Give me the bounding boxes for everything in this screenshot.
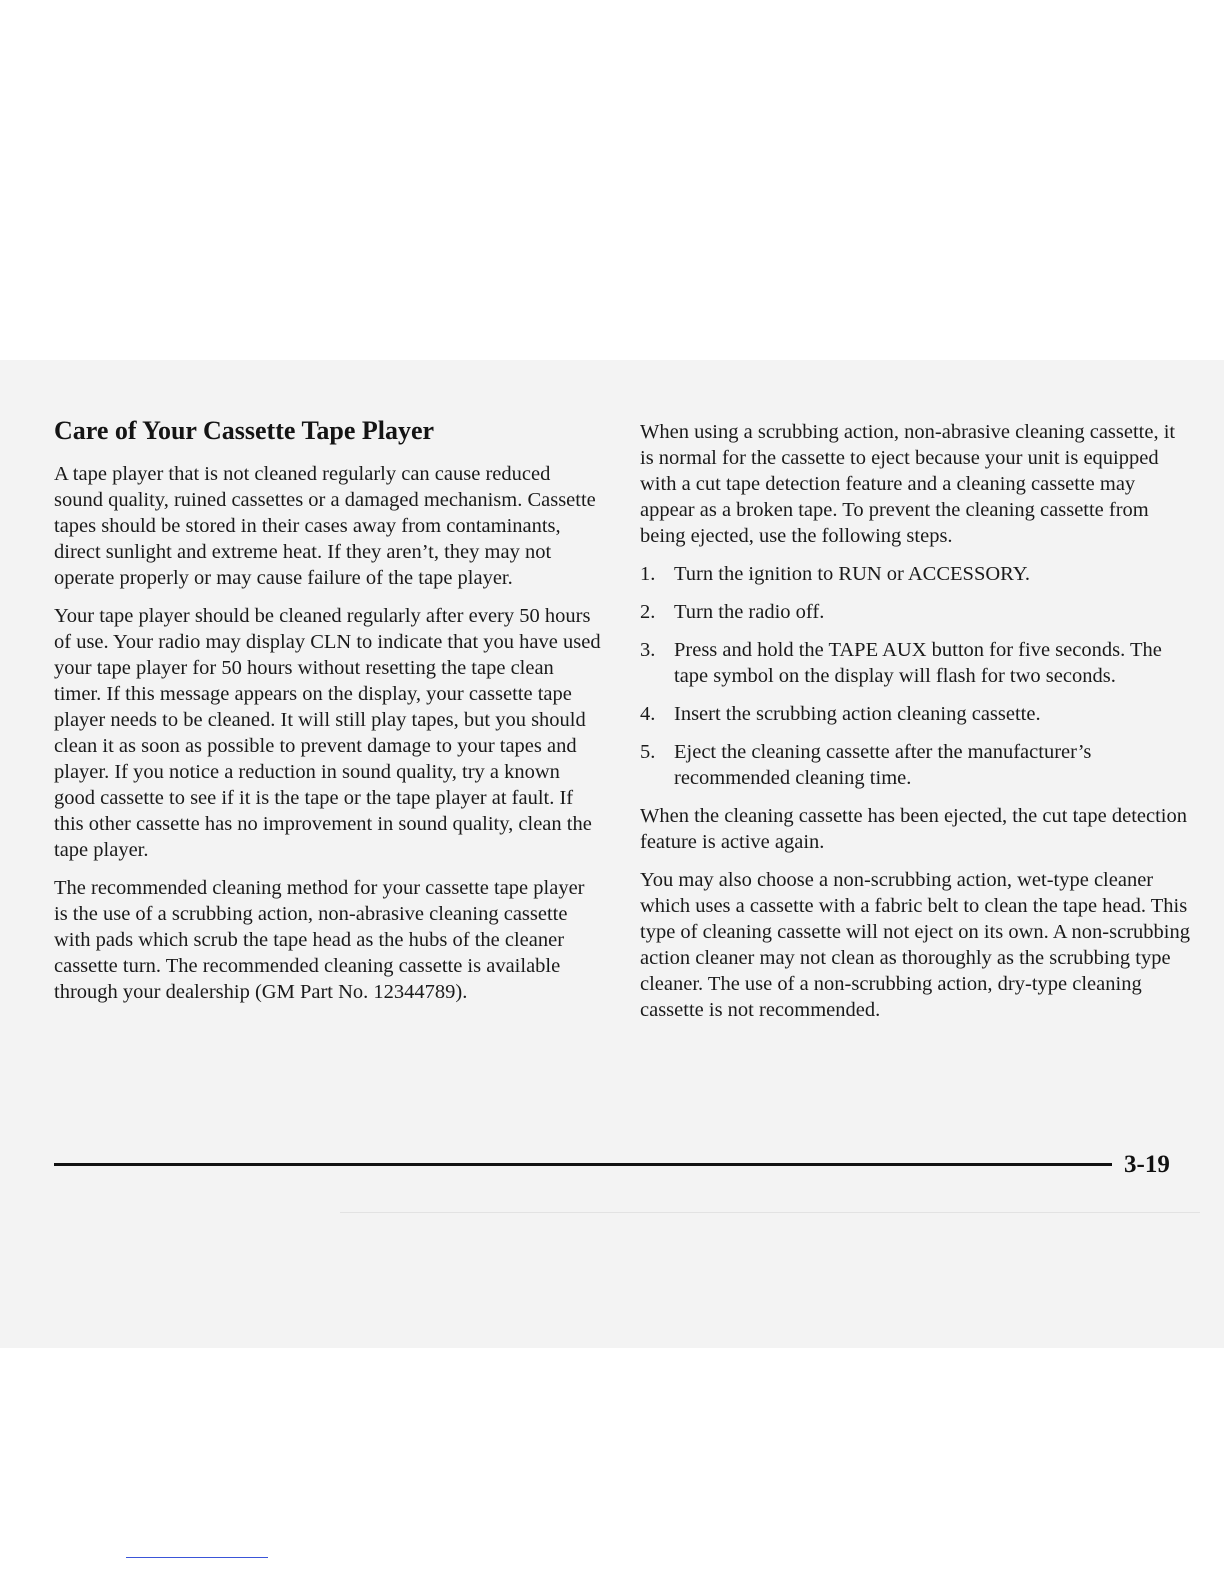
paragraph-non-scrubbing: You may also choose a non-scrubbing action, wet-type cleaner which uses a cassette with a fabric belt to clean the tape head. This type of cleaning cassette will not eject on its own. A non-scrubbing action cleaner may not clean as thoroughly as the scrubbing type cleaner. The use of a non-scrubbing action, dry-type cleaning cassette is not recommended. xyxy=(640,869,1190,1021)
step-number: 3. xyxy=(640,639,656,661)
list-item xyxy=(640,599,1190,625)
list-item xyxy=(640,701,1190,727)
paragraph-scrubbing-intro: When using a scrubbing action, non-abrasive cleaning cassette, it is normal for the cassette to eject because your unit is equipped with a cut tape detection feature and a cleaning cassette may appear as a broken tape. To prevent the cleaning cassette from being ejected, use the following steps. xyxy=(640,421,1176,547)
list-item xyxy=(640,561,1190,587)
footer-rule xyxy=(54,1163,1112,1166)
paragraph-cleaning-importance: A tape player that is not cleaned regularly can cause reduced sound quality, ruined cassettes or a damaged mechanism. Cassette tapes should be stored in their cases away from contaminants, direct sunlight and extreme heat. If they aren’t, they may not operate properly or may cause failure of the tape player. xyxy=(54,463,596,589)
step-number: 4. xyxy=(640,703,656,725)
step-number: 1. xyxy=(640,563,656,585)
paragraph-cleaning-interval: Your tape player should be cleaned regularly after every 50 hours of use. Your radio may display CLN to indicate that you have used your tape player for 50 hours without resetting the tape clean timer. If this message appears on the display, your cassette tape player needs to be cleaned. It will still play tapes, but you should clean it as soon as possible to prevent damage to your tapes and player. If you notice a reduction in sound quality, try a known good cassette to see if it is the tape or the tape player at fault. If this other cassette has no improvement in sound quality, clean the tape player. xyxy=(54,605,601,861)
section-heading: Care of Your Cassette Tape Player xyxy=(54,416,435,445)
bottom-link-underline[interactable] xyxy=(126,1557,268,1558)
right-column xyxy=(640,419,1190,1035)
step-text: Press and hold the TAPE AUX button for five seconds. The tape symbol on the display will flash for two seconds. xyxy=(674,639,1162,687)
step-number: 5. xyxy=(640,741,656,763)
scan-artifact-line xyxy=(340,1212,1200,1213)
cleaning-steps-list xyxy=(640,561,1190,791)
left-column xyxy=(54,415,602,1017)
list-item xyxy=(640,739,1190,791)
step-number: 2. xyxy=(640,601,656,623)
step-text: Eject the cleaning cassette after the manufacturer’s recommended cleaning time. xyxy=(674,741,1092,789)
step-text: Turn the radio off. xyxy=(674,601,825,623)
list-item xyxy=(640,637,1190,689)
step-text: Turn the ignition to RUN or ACCESSORY. xyxy=(674,563,1030,585)
paragraph-after-ejection: When the cleaning cassette has been ejected, the cut tape detection feature is active again. xyxy=(640,805,1187,853)
paragraph-recommended-method: The recommended cleaning method for your cassette tape player is the use of a scrubbing action, non-abrasive cleaning cassette with pads which scrub the tape head as the hubs of the cleaner cassette turn. The recommended cleaning cassette is available through your dealership (GM Part No. 12344789). xyxy=(54,877,585,1003)
page-number: 3-19 xyxy=(1124,1151,1170,1178)
step-text: Insert the scrubbing action cleaning cassette. xyxy=(674,703,1041,725)
